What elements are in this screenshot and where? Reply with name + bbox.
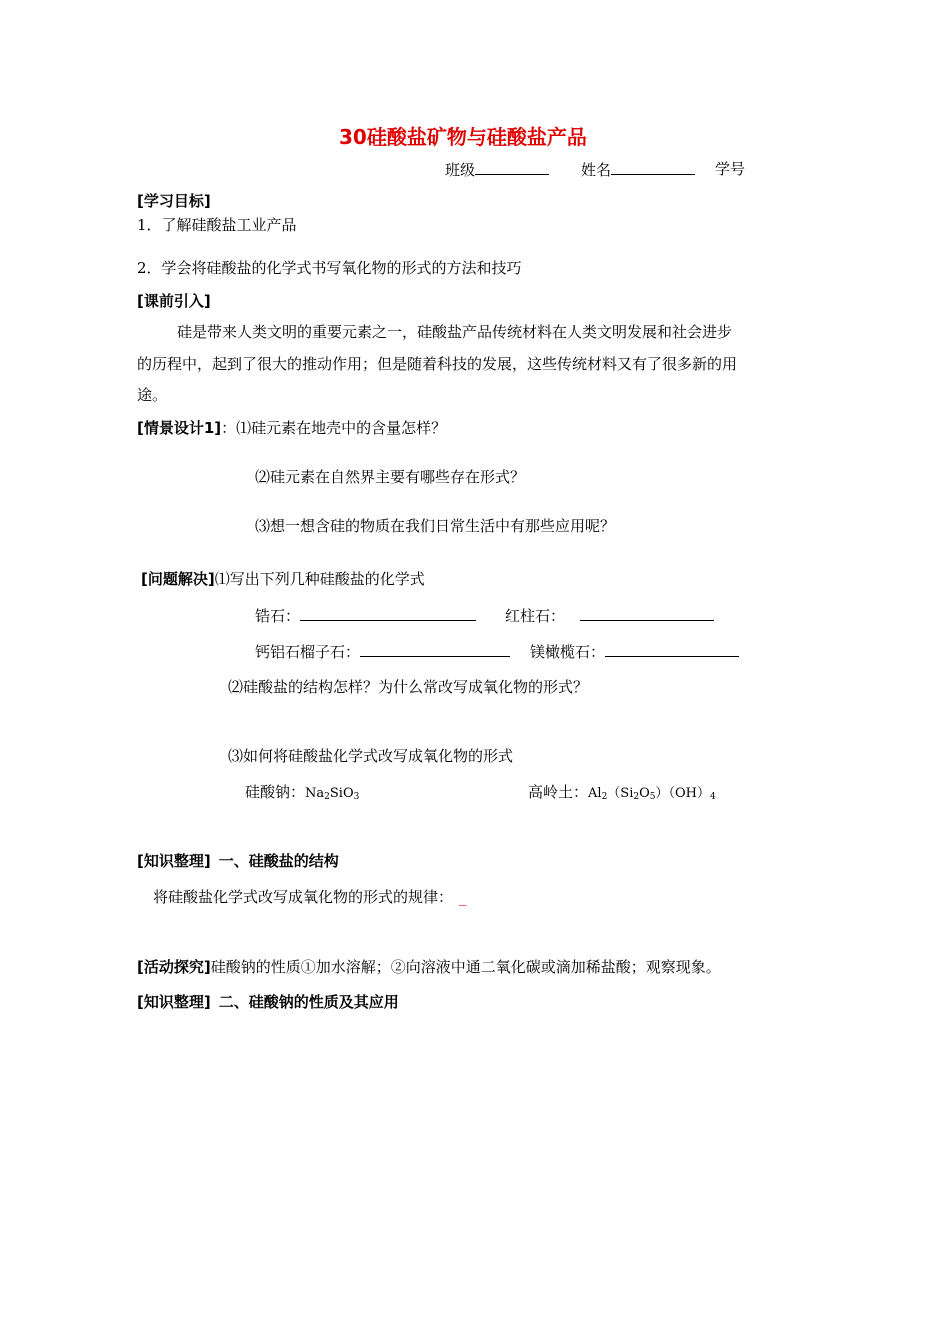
student-id-label: 学号 (715, 160, 746, 178)
mineral-forsterite-label: 镁橄榄石： (530, 643, 606, 661)
name-blank[interactable] (611, 159, 695, 175)
class-blank[interactable] (475, 159, 549, 175)
scenario-q2: ⑵硅元素在自然界主要有哪些存在形式？ (255, 468, 526, 486)
knowledge-1-rule: 将硅酸盐化学式改写成氧化物的形式的规律： (153, 888, 454, 906)
goal-item-1: 1．了解硅酸盐工业产品 (137, 216, 297, 234)
knowledge-2-title: 二、硅酸钠的性质及其应用 (218, 993, 399, 1011)
scenario-heading: [情景设计1] (137, 419, 222, 437)
knowledge-1-rule-line[interactable] (153, 887, 467, 907)
knowledge-2-heading: [知识整理] (137, 993, 211, 1011)
problem-q1: ⑴写出下列几种硅酸盐的化学式 (214, 570, 425, 588)
knowledge-1-heading: [知识整理] (137, 852, 211, 870)
goals-heading: [学习目标] (137, 192, 211, 210)
problem-q1-line (141, 569, 425, 589)
intro-line-1: 硅是带来人类文明的重要元素之一，硅酸盐产品传统材料在人类文明发展和社会进步 (177, 323, 733, 341)
knowledge-1-line (137, 851, 339, 871)
formula-na2sio3: $Na_2SiO_3$ (305, 786, 360, 802)
name-label: 姓名 (581, 161, 612, 179)
example-kaolin (528, 782, 716, 807)
goal-item-2: 2．学会将硅酸盐的化学式书写氧化物的形式的方法和技巧 (137, 259, 522, 277)
example-kaolin-label: 高岭土： (528, 783, 589, 801)
knowledge-2-line (137, 992, 399, 1012)
knowledge-1-blank[interactable]: _ (459, 888, 467, 906)
mineral-forsterite-row[interactable] (530, 641, 739, 662)
intro-line-2: 的历程中，起到了很大的推动作用；但是随着科技的发展，这些传统材料又有了很多新的用 (137, 355, 738, 373)
mineral-andalusite-blank[interactable] (580, 605, 714, 621)
mineral-zircon-row[interactable] (255, 605, 476, 626)
intro-heading: [课前引入] (137, 292, 211, 310)
class-field[interactable] (445, 159, 549, 180)
example-sodium-silicate (245, 782, 359, 807)
problem-heading: [问题解决] (141, 570, 215, 588)
activity-text: 硅酸钠的性质①加水溶解；②向溶液中通二氧化碳或滴加稀盐酸；观察现象。 (210, 958, 721, 976)
mineral-grossular-row[interactable] (255, 641, 510, 662)
mineral-grossular-label: 钙铝石榴子石： (255, 643, 361, 661)
mineral-andalusite-row[interactable] (505, 605, 714, 626)
scenario-q1-line (137, 418, 446, 438)
knowledge-1-title: 一、硅酸盐的结构 (218, 852, 339, 870)
mineral-zircon-label: 锆石： (255, 607, 301, 625)
name-field[interactable] (581, 159, 695, 180)
example-sodium-silicate-label: 硅酸钠： (245, 783, 306, 801)
scenario-q1: ：⑴硅元素在地壳中的含量怎样？ (221, 419, 447, 437)
problem-q3: ⑶如何将硅酸盐化学式改写成氧化物的形式 (228, 747, 514, 765)
problem-q2: ⑵硅酸盐的结构怎样？为什么常改写成氧化物的形式？ (228, 678, 589, 696)
page-title: 30硅酸盐矿物与硅酸盐产品 (339, 125, 587, 149)
class-label: 班级 (445, 161, 476, 179)
activity-line (137, 957, 721, 977)
formula-kaolin: $Al_2(Si_2O_5)(OH)_4$ (588, 786, 716, 802)
mineral-andalusite-label: 红柱石： (505, 607, 566, 625)
intro-line-3: 途。 (137, 386, 168, 404)
mineral-zircon-blank[interactable] (300, 605, 476, 621)
scenario-q3: ⑶想一想含硅的物质在我们日常生活中有那些应用呢？ (255, 517, 616, 535)
activity-heading: [活动探究] (137, 958, 211, 976)
mineral-grossular-blank[interactable] (360, 641, 510, 657)
mineral-forsterite-blank[interactable] (605, 641, 739, 657)
